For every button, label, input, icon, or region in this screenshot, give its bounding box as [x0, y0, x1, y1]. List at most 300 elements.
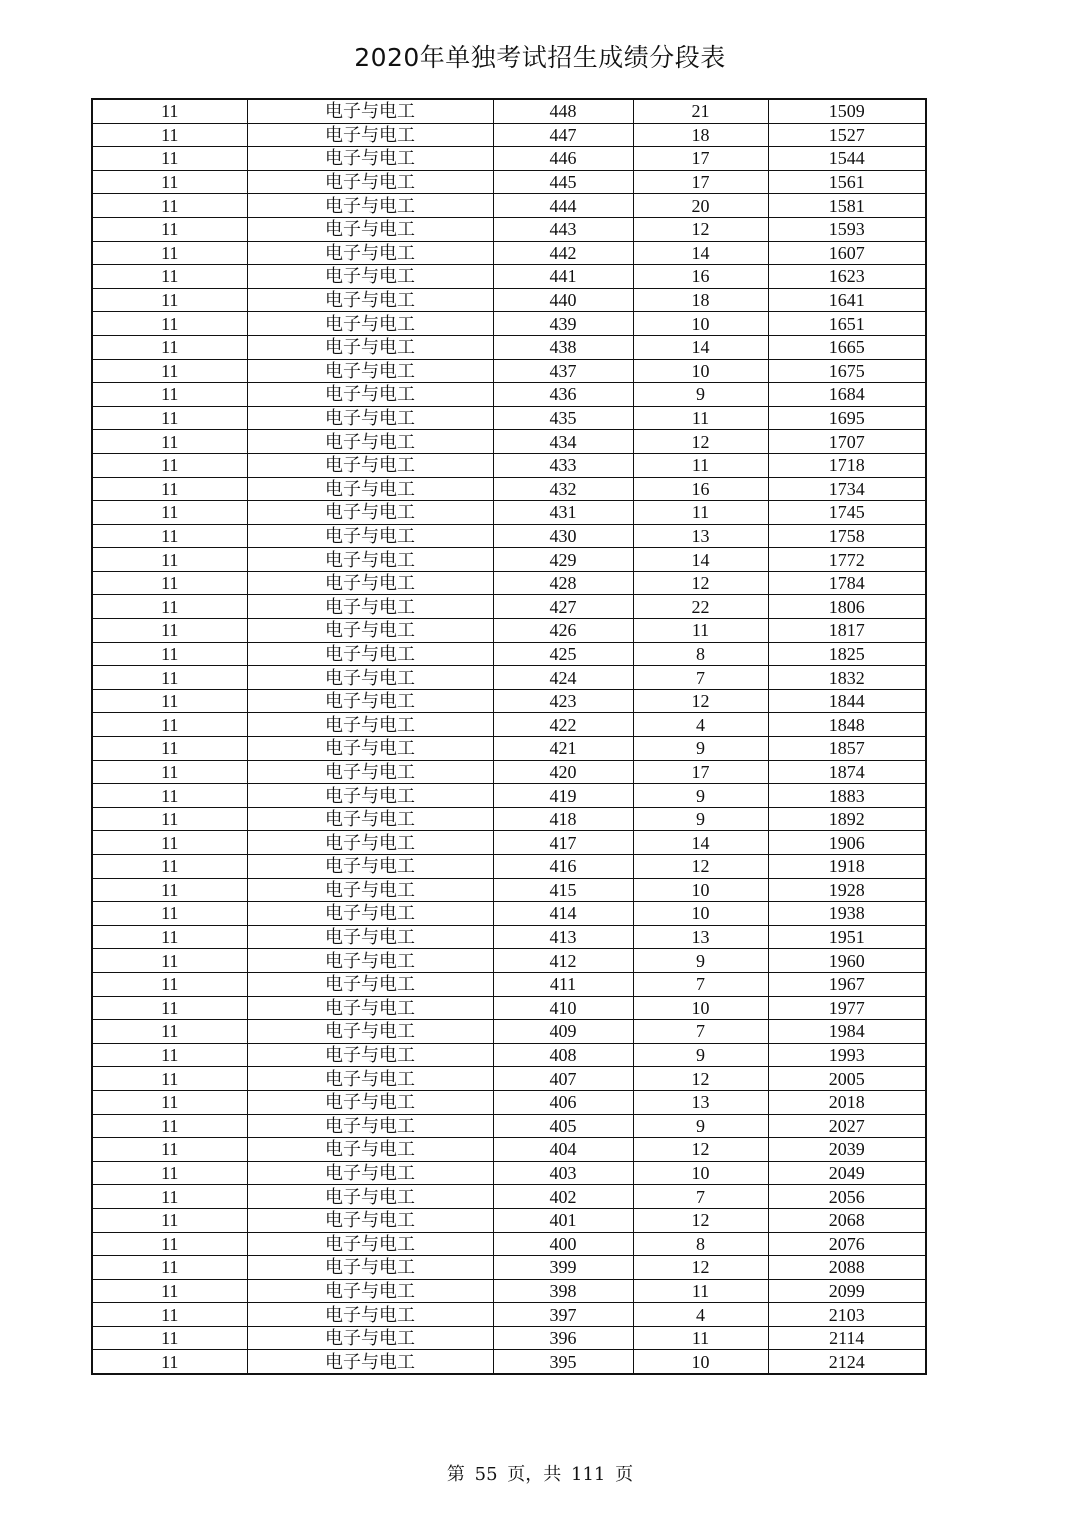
- cell-code: 11: [92, 99, 247, 123]
- table-row: [92, 548, 926, 572]
- cell-major: 电子与电工: [247, 265, 493, 289]
- table-row: [92, 619, 926, 643]
- table-row: [92, 1279, 926, 1303]
- cell-major: 电子与电工: [247, 760, 493, 784]
- cell-count: 13: [633, 1090, 768, 1114]
- table-row: [92, 878, 926, 902]
- cell-score: 408: [493, 1043, 633, 1067]
- table-row: [92, 689, 926, 713]
- table-row: [92, 1185, 926, 1209]
- cell-code: 11: [92, 359, 247, 383]
- cell-major: 电子与电工: [247, 1326, 493, 1350]
- cell-score: 420: [493, 760, 633, 784]
- cell-cumulative: 1772: [768, 548, 926, 572]
- cell-cumulative: 1832: [768, 666, 926, 690]
- cell-major: 电子与电工: [247, 359, 493, 383]
- cell-score: 411: [493, 972, 633, 996]
- cell-major: 电子与电工: [247, 217, 493, 241]
- cell-code: 11: [92, 147, 247, 171]
- cell-score: 425: [493, 642, 633, 666]
- cell-count: 9: [633, 1043, 768, 1067]
- cell-cumulative: 1675: [768, 359, 926, 383]
- footer-suffix: 页: [615, 1464, 634, 1485]
- cell-major: 电子与电工: [247, 241, 493, 265]
- cell-score: 418: [493, 807, 633, 831]
- table-row: [92, 1303, 926, 1327]
- cell-code: 11: [92, 1043, 247, 1067]
- table-row: [92, 453, 926, 477]
- cell-count: 17: [633, 170, 768, 194]
- cell-count: 18: [633, 123, 768, 147]
- cell-score: 421: [493, 737, 633, 761]
- cell-code: 11: [92, 642, 247, 666]
- cell-score: 436: [493, 383, 633, 407]
- cell-score: 435: [493, 406, 633, 430]
- table-row: [92, 972, 926, 996]
- cell-major: 电子与电工: [247, 1090, 493, 1114]
- cell-cumulative: 2076: [768, 1232, 926, 1256]
- cell-major: 电子与电工: [247, 807, 493, 831]
- cell-count: 12: [633, 689, 768, 713]
- cell-major: 电子与电工: [247, 1020, 493, 1044]
- cell-score: 423: [493, 689, 633, 713]
- cell-major: 电子与电工: [247, 430, 493, 454]
- cell-count: 16: [633, 477, 768, 501]
- cell-cumulative: 1951: [768, 925, 926, 949]
- table-row: [92, 595, 926, 619]
- cell-cumulative: 1906: [768, 831, 926, 855]
- cell-count: 14: [633, 548, 768, 572]
- cell-score: 400: [493, 1232, 633, 1256]
- cell-score: 439: [493, 312, 633, 336]
- table-row: [92, 1350, 926, 1374]
- cell-code: 11: [92, 925, 247, 949]
- cell-code: 11: [92, 595, 247, 619]
- cell-code: 11: [92, 784, 247, 808]
- cell-cumulative: 1641: [768, 288, 926, 312]
- cell-code: 11: [92, 737, 247, 761]
- cell-cumulative: 1745: [768, 501, 926, 525]
- cell-code: 11: [92, 902, 247, 926]
- cell-major: 电子与电工: [247, 288, 493, 312]
- cell-code: 11: [92, 1138, 247, 1162]
- cell-score: 442: [493, 241, 633, 265]
- cell-count: 7: [633, 1020, 768, 1044]
- cell-cumulative: 1707: [768, 430, 926, 454]
- score-table: [91, 98, 927, 1375]
- cell-count: 4: [633, 1303, 768, 1327]
- cell-score: 430: [493, 524, 633, 548]
- cell-code: 11: [92, 288, 247, 312]
- cell-code: 11: [92, 335, 247, 359]
- cell-code: 11: [92, 571, 247, 595]
- cell-code: 11: [92, 1208, 247, 1232]
- cell-cumulative: 1665: [768, 335, 926, 359]
- cell-score: 443: [493, 217, 633, 241]
- table-row: [92, 147, 926, 171]
- cell-code: 11: [92, 548, 247, 572]
- cell-cumulative: 2018: [768, 1090, 926, 1114]
- cell-score: 426: [493, 619, 633, 643]
- cell-cumulative: 1593: [768, 217, 926, 241]
- cell-score: 440: [493, 288, 633, 312]
- table-row: [92, 99, 926, 123]
- cell-count: 11: [633, 1326, 768, 1350]
- cell-cumulative: 2103: [768, 1303, 926, 1327]
- table-row: [92, 855, 926, 879]
- table-row: [92, 430, 926, 454]
- table-row: [92, 925, 926, 949]
- cell-score: 432: [493, 477, 633, 501]
- cell-count: 9: [633, 807, 768, 831]
- cell-code: 11: [92, 170, 247, 194]
- cell-major: 电子与电工: [247, 666, 493, 690]
- footer-current-page: 55: [474, 1464, 498, 1485]
- cell-cumulative: 2049: [768, 1161, 926, 1185]
- cell-cumulative: 1857: [768, 737, 926, 761]
- cell-code: 11: [92, 501, 247, 525]
- cell-count: 12: [633, 1138, 768, 1162]
- cell-major: 电子与电工: [247, 477, 493, 501]
- cell-cumulative: 1784: [768, 571, 926, 595]
- cell-score: 398: [493, 1279, 633, 1303]
- cell-score: 397: [493, 1303, 633, 1327]
- cell-cumulative: 2099: [768, 1279, 926, 1303]
- cell-count: 12: [633, 1256, 768, 1280]
- cell-major: 电子与电工: [247, 99, 493, 123]
- cell-count: 13: [633, 524, 768, 548]
- cell-code: 11: [92, 1279, 247, 1303]
- cell-score: 414: [493, 902, 633, 926]
- cell-code: 11: [92, 1326, 247, 1350]
- cell-cumulative: 1695: [768, 406, 926, 430]
- cell-code: 11: [92, 831, 247, 855]
- cell-count: 9: [633, 737, 768, 761]
- cell-major: 电子与电工: [247, 1279, 493, 1303]
- cell-count: 10: [633, 359, 768, 383]
- cell-cumulative: 2068: [768, 1208, 926, 1232]
- cell-cumulative: 1607: [768, 241, 926, 265]
- cell-score: 434: [493, 430, 633, 454]
- cell-count: 17: [633, 147, 768, 171]
- cell-cumulative: 1918: [768, 855, 926, 879]
- cell-major: 电子与电工: [247, 619, 493, 643]
- cell-score: 413: [493, 925, 633, 949]
- cell-count: 12: [633, 1067, 768, 1091]
- cell-major: 电子与电工: [247, 312, 493, 336]
- cell-count: 14: [633, 241, 768, 265]
- cell-count: 7: [633, 1185, 768, 1209]
- cell-count: 12: [633, 855, 768, 879]
- cell-score: 403: [493, 1161, 633, 1185]
- table-row: [92, 335, 926, 359]
- table-row: [92, 1138, 926, 1162]
- cell-score: 405: [493, 1114, 633, 1138]
- cell-major: 电子与电工: [247, 1114, 493, 1138]
- cell-cumulative: 1581: [768, 194, 926, 218]
- table-row: [92, 1090, 926, 1114]
- cell-count: 11: [633, 406, 768, 430]
- cell-count: 11: [633, 619, 768, 643]
- cell-score: 427: [493, 595, 633, 619]
- cell-cumulative: 2027: [768, 1114, 926, 1138]
- cell-count: 10: [633, 1350, 768, 1374]
- cell-code: 11: [92, 406, 247, 430]
- cell-code: 11: [92, 1161, 247, 1185]
- cell-count: 14: [633, 335, 768, 359]
- cell-score: 424: [493, 666, 633, 690]
- cell-count: 7: [633, 666, 768, 690]
- cell-major: 电子与电工: [247, 855, 493, 879]
- cell-code: 11: [92, 1185, 247, 1209]
- table-row: [92, 1208, 926, 1232]
- cell-major: 电子与电工: [247, 1161, 493, 1185]
- cell-code: 11: [92, 524, 247, 548]
- table-row: [92, 807, 926, 831]
- table-row: [92, 123, 926, 147]
- cell-code: 11: [92, 265, 247, 289]
- table-row: [92, 241, 926, 265]
- cell-code: 11: [92, 1350, 247, 1374]
- cell-score: 437: [493, 359, 633, 383]
- cell-cumulative: 2039: [768, 1138, 926, 1162]
- cell-cumulative: 1977: [768, 996, 926, 1020]
- cell-count: 7: [633, 972, 768, 996]
- cell-major: 电子与电工: [247, 642, 493, 666]
- cell-score: 402: [493, 1185, 633, 1209]
- table-row: [92, 406, 926, 430]
- cell-count: 12: [633, 430, 768, 454]
- cell-score: 417: [493, 831, 633, 855]
- cell-count: 21: [633, 99, 768, 123]
- cell-code: 11: [92, 1114, 247, 1138]
- cell-cumulative: 2088: [768, 1256, 926, 1280]
- cell-cumulative: 1874: [768, 760, 926, 784]
- cell-code: 11: [92, 689, 247, 713]
- cell-score: 444: [493, 194, 633, 218]
- cell-cumulative: 1758: [768, 524, 926, 548]
- table-row: [92, 312, 926, 336]
- table-row: [92, 1067, 926, 1091]
- cell-score: 431: [493, 501, 633, 525]
- table-row: [92, 713, 926, 737]
- table-row: [92, 642, 926, 666]
- cell-code: 11: [92, 217, 247, 241]
- cell-count: 9: [633, 1114, 768, 1138]
- cell-major: 电子与电工: [247, 878, 493, 902]
- table-row: [92, 949, 926, 973]
- cell-major: 电子与电工: [247, 1232, 493, 1256]
- cell-code: 11: [92, 453, 247, 477]
- cell-cumulative: 1883: [768, 784, 926, 808]
- cell-cumulative: 1684: [768, 383, 926, 407]
- cell-major: 电子与电工: [247, 972, 493, 996]
- table-row: [92, 359, 926, 383]
- cell-count: 20: [633, 194, 768, 218]
- cell-cumulative: 1844: [768, 689, 926, 713]
- table-row: [92, 265, 926, 289]
- cell-cumulative: 1928: [768, 878, 926, 902]
- cell-major: 电子与电工: [247, 949, 493, 973]
- cell-code: 11: [92, 241, 247, 265]
- table-row: [92, 784, 926, 808]
- cell-code: 11: [92, 1232, 247, 1256]
- footer-prefix: 第: [446, 1464, 465, 1485]
- table-row: [92, 1256, 926, 1280]
- cell-score: 407: [493, 1067, 633, 1091]
- table-row: [92, 571, 926, 595]
- cell-code: 11: [92, 619, 247, 643]
- cell-score: 433: [493, 453, 633, 477]
- cell-cumulative: 1527: [768, 123, 926, 147]
- cell-major: 电子与电工: [247, 383, 493, 407]
- cell-count: 8: [633, 1232, 768, 1256]
- cell-code: 11: [92, 194, 247, 218]
- cell-major: 电子与电工: [247, 170, 493, 194]
- cell-major: 电子与电工: [247, 123, 493, 147]
- cell-cumulative: 1967: [768, 972, 926, 996]
- cell-major: 电子与电工: [247, 737, 493, 761]
- cell-code: 11: [92, 1067, 247, 1091]
- cell-count: 16: [633, 265, 768, 289]
- cell-score: 428: [493, 571, 633, 595]
- cell-cumulative: 1509: [768, 99, 926, 123]
- cell-code: 11: [92, 949, 247, 973]
- cell-count: 10: [633, 996, 768, 1020]
- cell-major: 电子与电工: [247, 925, 493, 949]
- cell-score: 395: [493, 1350, 633, 1374]
- cell-score: 410: [493, 996, 633, 1020]
- cell-count: 11: [633, 453, 768, 477]
- cell-cumulative: 1938: [768, 902, 926, 926]
- cell-score: 441: [493, 265, 633, 289]
- table-row: [92, 1020, 926, 1044]
- cell-count: 11: [633, 1279, 768, 1303]
- cell-code: 11: [92, 855, 247, 879]
- cell-count: 11: [633, 501, 768, 525]
- cell-major: 电子与电工: [247, 784, 493, 808]
- table-row: [92, 831, 926, 855]
- cell-count: 13: [633, 925, 768, 949]
- cell-count: 9: [633, 383, 768, 407]
- cell-cumulative: 1817: [768, 619, 926, 643]
- table-row: [92, 1326, 926, 1350]
- cell-major: 电子与电工: [247, 713, 493, 737]
- cell-cumulative: 1544: [768, 147, 926, 171]
- cell-cumulative: 1734: [768, 477, 926, 501]
- cell-major: 电子与电工: [247, 1138, 493, 1162]
- cell-count: 22: [633, 595, 768, 619]
- cell-code: 11: [92, 666, 247, 690]
- cell-score: 415: [493, 878, 633, 902]
- cell-major: 电子与电工: [247, 902, 493, 926]
- cell-major: 电子与电工: [247, 147, 493, 171]
- cell-code: 11: [92, 972, 247, 996]
- cell-score: 404: [493, 1138, 633, 1162]
- cell-score: 445: [493, 170, 633, 194]
- cell-major: 电子与电工: [247, 548, 493, 572]
- cell-count: 10: [633, 902, 768, 926]
- table-row: [92, 524, 926, 548]
- cell-count: 17: [633, 760, 768, 784]
- table-row: [92, 288, 926, 312]
- cell-count: 14: [633, 831, 768, 855]
- cell-major: 电子与电工: [247, 524, 493, 548]
- cell-count: 12: [633, 217, 768, 241]
- cell-code: 11: [92, 807, 247, 831]
- cell-score: 406: [493, 1090, 633, 1114]
- table-row: [92, 996, 926, 1020]
- cell-score: 422: [493, 713, 633, 737]
- cell-score: 448: [493, 99, 633, 123]
- cell-major: 电子与电工: [247, 1067, 493, 1091]
- cell-count: 10: [633, 878, 768, 902]
- cell-count: 10: [633, 312, 768, 336]
- table-row: [92, 217, 926, 241]
- cell-code: 11: [92, 713, 247, 737]
- cell-count: 18: [633, 288, 768, 312]
- table-body: [92, 99, 926, 1374]
- footer-total-pages: 111: [571, 1464, 606, 1485]
- cell-score: 412: [493, 949, 633, 973]
- cell-major: 电子与电工: [247, 406, 493, 430]
- table-row: [92, 1161, 926, 1185]
- cell-cumulative: 1561: [768, 170, 926, 194]
- cell-cumulative: 1960: [768, 949, 926, 973]
- page-title: 2020年单独考试招生成绩分段表: [354, 43, 726, 72]
- table-row: [92, 170, 926, 194]
- cell-score: 438: [493, 335, 633, 359]
- cell-major: 电子与电工: [247, 1350, 493, 1374]
- footer-middle: 页，共: [507, 1464, 562, 1485]
- cell-code: 11: [92, 477, 247, 501]
- cell-count: 9: [633, 949, 768, 973]
- cell-score: 429: [493, 548, 633, 572]
- table-row: [92, 194, 926, 218]
- cell-cumulative: 1892: [768, 807, 926, 831]
- cell-major: 电子与电工: [247, 335, 493, 359]
- cell-code: 11: [92, 1303, 247, 1327]
- cell-cumulative: 1993: [768, 1043, 926, 1067]
- cell-code: 11: [92, 123, 247, 147]
- cell-count: 9: [633, 784, 768, 808]
- cell-code: 11: [92, 1020, 247, 1044]
- cell-cumulative: 1984: [768, 1020, 926, 1044]
- cell-major: 电子与电工: [247, 501, 493, 525]
- cell-cumulative: 2056: [768, 1185, 926, 1209]
- cell-major: 电子与电工: [247, 831, 493, 855]
- table-row: [92, 501, 926, 525]
- cell-major: 电子与电工: [247, 595, 493, 619]
- cell-cumulative: 1718: [768, 453, 926, 477]
- cell-score: 399: [493, 1256, 633, 1280]
- cell-major: 电子与电工: [247, 453, 493, 477]
- cell-code: 11: [92, 996, 247, 1020]
- cell-cumulative: 1651: [768, 312, 926, 336]
- cell-major: 电子与电工: [247, 689, 493, 713]
- cell-score: 401: [493, 1208, 633, 1232]
- cell-cumulative: 1825: [768, 642, 926, 666]
- cell-cumulative: 1623: [768, 265, 926, 289]
- cell-code: 11: [92, 760, 247, 784]
- page-footer: [0, 1462, 1080, 1488]
- cell-score: 409: [493, 1020, 633, 1044]
- cell-cumulative: 1806: [768, 595, 926, 619]
- cell-cumulative: 2124: [768, 1350, 926, 1374]
- cell-code: 11: [92, 1256, 247, 1280]
- cell-major: 电子与电工: [247, 571, 493, 595]
- cell-score: 416: [493, 855, 633, 879]
